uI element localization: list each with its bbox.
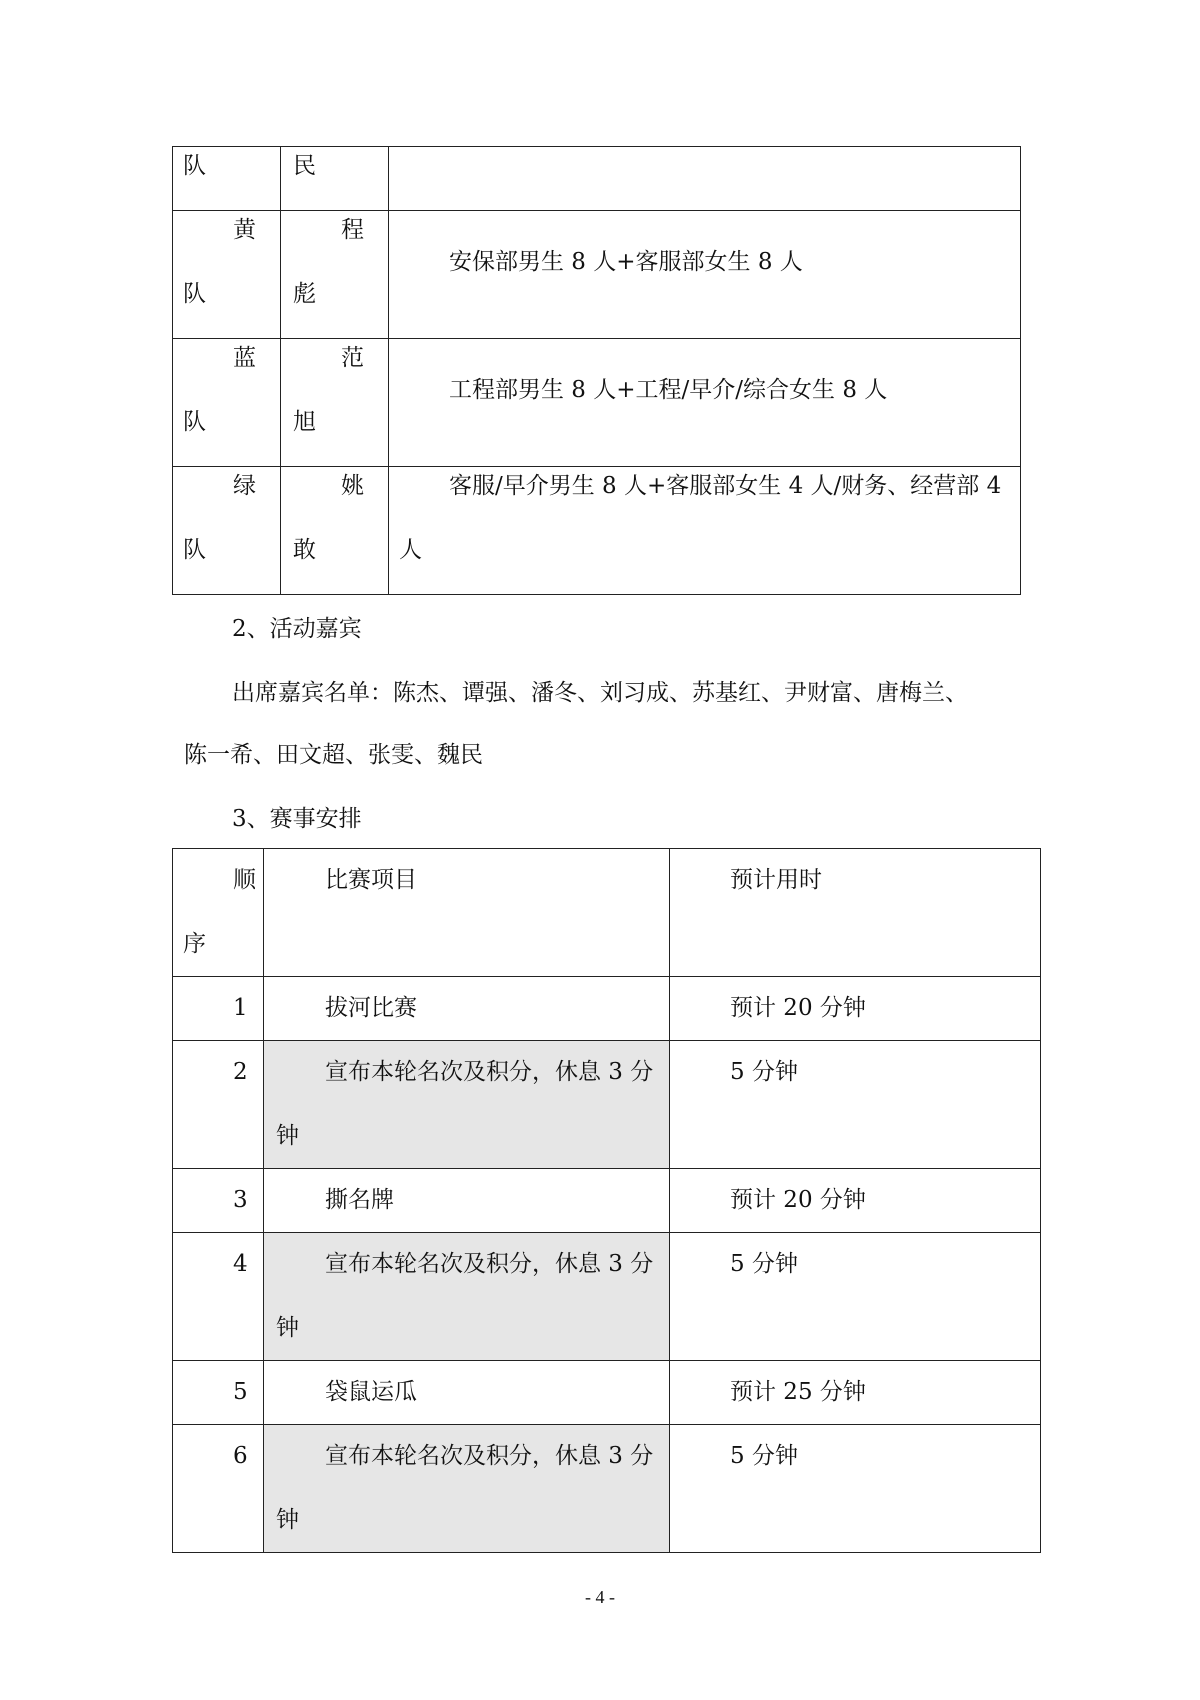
- team-cell: [173, 467, 281, 595]
- team-name-top: 绿: [233, 473, 256, 499]
- time-value: 预计 20 分钟: [730, 1187, 866, 1213]
- section-heading-guests: 2、活动嘉宾: [232, 616, 362, 642]
- table-row: [173, 1169, 1041, 1233]
- order-number: 1: [233, 995, 248, 1021]
- page-number: - 4 -: [585, 1587, 615, 1607]
- table-row: [173, 1361, 1041, 1425]
- members-cell: [389, 211, 1021, 339]
- members-text-line1: 客服/早介男生 8 人+客服部女生 4 人/财务、经营部 4: [449, 473, 1002, 499]
- team-name-top: 蓝: [233, 345, 256, 371]
- members-text: 安保部男生 8 人+客服部女生 8 人: [449, 249, 803, 275]
- leader-name-top: 范: [341, 345, 364, 371]
- order-number: 3: [233, 1187, 248, 1213]
- table-row: [173, 1425, 1041, 1553]
- leader-name-bottom: 敢: [293, 537, 316, 563]
- team-cell: [173, 211, 281, 339]
- leader-cell: [281, 211, 389, 339]
- header-time: 预计用时: [730, 867, 822, 893]
- order-number: 5: [233, 1379, 248, 1405]
- members-text: 工程部男生 8 人+工程/早介/综合女生 8 人: [449, 377, 888, 403]
- header-item: 比赛项目: [325, 867, 417, 893]
- leader-cell: [281, 339, 389, 467]
- table-row: [173, 977, 1041, 1041]
- table-header-row: [173, 849, 1041, 977]
- table-row: [173, 1233, 1041, 1361]
- time-cell: [670, 1169, 1041, 1233]
- item-name-line2: 钟: [276, 1315, 299, 1341]
- leader-name-top: 程: [341, 217, 364, 243]
- time-cell: [670, 1425, 1041, 1553]
- leader-cell: [281, 147, 389, 211]
- time-cell: [670, 1361, 1041, 1425]
- item-name: 拔河比赛: [325, 995, 417, 1021]
- teams-table: [172, 146, 1021, 595]
- header-order-top: 顺: [233, 867, 256, 893]
- guests-list-line1: 出席嘉宾名单：陈杰、谭强、潘冬、刘习成、苏基红、尹财富、唐梅兰、: [232, 680, 968, 706]
- item-name-line1: 宣布本轮名次及积分，休息 3 分: [325, 1059, 654, 1085]
- leader-name-bottom: 彪: [293, 281, 316, 307]
- team-name-bottom: 队: [183, 281, 206, 307]
- order-number: 2: [233, 1059, 248, 1085]
- order-cell: [173, 1233, 264, 1361]
- item-cell: [264, 977, 670, 1041]
- order-cell: [173, 977, 264, 1041]
- members-cell: [389, 467, 1021, 595]
- team-name-bottom: 队: [183, 153, 206, 179]
- leader-name-bottom: 旭: [293, 409, 316, 435]
- team-name-bottom: 队: [183, 409, 206, 435]
- time-value: 预计 25 分钟: [730, 1379, 866, 1405]
- order-cell: [173, 1169, 264, 1233]
- header-time-cell: [670, 849, 1041, 977]
- leader-name-bottom: 民: [293, 153, 316, 179]
- time-value: 5 分钟: [730, 1059, 798, 1085]
- table-row: [173, 467, 1021, 595]
- item-name: 撕名牌: [325, 1187, 394, 1213]
- header-order-cell: [173, 849, 264, 977]
- header-item-cell: [264, 849, 670, 977]
- item-name-line2: 钟: [276, 1507, 299, 1533]
- item-cell: [264, 1169, 670, 1233]
- item-name: 袋鼠运瓜: [325, 1379, 417, 1405]
- time-cell: [670, 1041, 1041, 1169]
- time-value: 5 分钟: [730, 1443, 798, 1469]
- guests-list-line2: 陈一希、田文超、张雯、魏民: [184, 742, 483, 768]
- header-order-bottom: 序: [183, 931, 206, 957]
- table-row: [173, 147, 1021, 211]
- order-cell: [173, 1041, 264, 1169]
- section-heading-schedule: 3、赛事安排: [232, 806, 362, 832]
- time-cell: [670, 977, 1041, 1041]
- members-cell: [389, 339, 1021, 467]
- table-row: [173, 339, 1021, 467]
- time-value: 5 分钟: [730, 1251, 798, 1277]
- team-cell: [173, 147, 281, 211]
- team-name-top: 黄: [233, 217, 256, 243]
- leader-cell: [281, 467, 389, 595]
- item-cell: [264, 1361, 670, 1425]
- order-cell: [173, 1361, 264, 1425]
- item-name-line2: 钟: [276, 1123, 299, 1149]
- order-number: 4: [233, 1251, 248, 1277]
- team-cell: [173, 339, 281, 467]
- team-name-bottom: 队: [183, 537, 206, 563]
- item-cell: [264, 1041, 670, 1169]
- leader-name-top: 姚: [341, 473, 364, 499]
- order-cell: [173, 1425, 264, 1553]
- time-cell: [670, 1233, 1041, 1361]
- members-text-line2: 人: [399, 537, 422, 563]
- order-number: 6: [233, 1443, 248, 1469]
- item-cell: [264, 1425, 670, 1553]
- item-name-line1: 宣布本轮名次及积分，休息 3 分: [325, 1443, 654, 1469]
- item-name-line1: 宣布本轮名次及积分，休息 3 分: [325, 1251, 654, 1277]
- members-cell: [389, 147, 1021, 211]
- schedule-table: [172, 848, 1041, 1553]
- table-row: [173, 211, 1021, 339]
- time-value: 预计 20 分钟: [730, 995, 866, 1021]
- table-row: [173, 1041, 1041, 1169]
- item-cell: [264, 1233, 670, 1361]
